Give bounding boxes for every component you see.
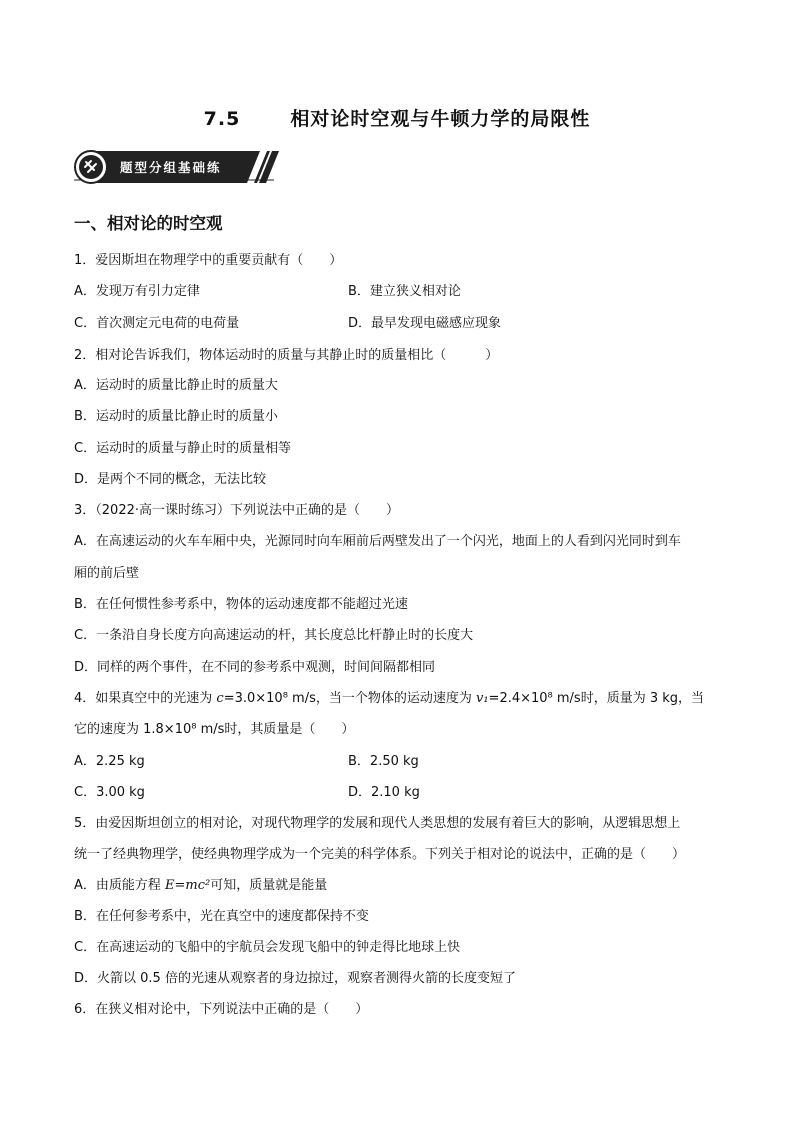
title-text: 相对论时空观与牛顿力学的局限性 [290,108,591,130]
q5-option-a-part: 可知，质量就是能量 [210,878,328,893]
q3-option-b: B．在任何惯性参考系中，物体的运动速度都不能超过光速 [74,597,408,612]
q5-option-c: C．在高速运动的飞船中的宇航员会发现飞船中的钟走得比地球上快 [74,940,461,955]
section-banner [74,150,284,184]
section-number: 7.5 [203,108,241,130]
q5-option-a-part: A．由质能方程 [74,878,166,893]
question-2-stem: 2．相对论告诉我们，物体运动时的质量与其静止时的质量相比（ ） [74,348,499,363]
q2-option-b: B．运动时的质量比静止时的质量小 [74,409,278,424]
question-4-stem-cont: 它的速度为 1.8×10⁸ m/s时，其质量是（ ） [74,722,355,737]
q3-option-d: D．同样的两个事件，在不同的参考系中观测，时间间隔都相同 [74,660,436,675]
q2-option-a: A．运动时的质量比静止时的质量大 [74,378,278,393]
q1-option-a: A．发现万有引力定律 [74,284,200,299]
q4-stem-part: =2.4×10⁸ m/s时，质量为 3 kg，当 [488,691,705,706]
q2-option-c: C．运动时的质量与静止时的质量相等 [74,441,292,456]
q2-option-d: D．是两个不同的概念，无法比较 [74,472,267,487]
page-title [0,104,794,131]
question-1-stem: 1．爱因斯坦在物理学中的重要贡献有（ ） [74,253,343,268]
mass-energy-equation: E=mc² [165,878,211,893]
q3-option-a: A．在高速运动的火车车厢中央，光源同时向车厢前后两壁发出了一个闪光，地面上的人看到闪光同时到车 [74,534,681,549]
banner-label: 题型分组基础练 [120,160,222,175]
q5-option-a [74,874,327,893]
q4-option-b: B．2.50 kg [348,754,419,769]
question-5-stem: 5．由爱因斯坦创立的相对论，对现代物理学的发展和现代人类思想的发展有着巨大的影响，从逻辑思想上 [74,816,681,831]
q1-option-b: B．建立狭义相对论 [348,284,461,299]
q4-stem-part: =3.0×10⁸ m/s，当一个物体的运动速度为 [223,691,476,706]
q5-option-d: D．火箭以 0.5 倍的光速从观察者的身边掠过，观察者测得火箭的长度变短了 [74,971,516,986]
question-4-stem [74,687,704,706]
q3-option-a-cont: 厢的前后壁 [74,566,140,581]
question-3-stem: 3．（2022·高一课时练习）下列说法中正确的是（ ） [74,503,399,518]
q3-option-c: C．一条沿自身长度方向高速运动的杆，其长度总比杆静止时的长度大 [74,628,474,643]
question-6-stem: 6．在狭义相对论中，下列说法中正确的是（ ） [74,1002,369,1017]
q4-option-c: C．3.00 kg [74,785,145,800]
q4-option-d: D．2.10 kg [348,785,420,800]
q4-stem-part: 4．如果真空中的光速为 [74,691,217,706]
question-5-stem-cont: 统一了经典物理学，使经典物理学成为一个完美的科学体系。下列关于相对论的说法中，正确的是（ ） [74,847,686,862]
q1-option-d: D．最早发现电磁感应现象 [348,316,502,331]
section-heading: 一、相对论的时空观 [74,214,223,233]
light-speed-symbol: c [216,691,224,706]
velocity-symbol: v₁ [475,691,489,706]
q4-option-a: A．2.25 kg [74,754,145,769]
q1-option-c: C．首次测定元电荷的电荷量 [74,316,240,331]
q5-option-b: B．在任何参考系中，光在真空中的速度都保持不变 [74,909,369,924]
